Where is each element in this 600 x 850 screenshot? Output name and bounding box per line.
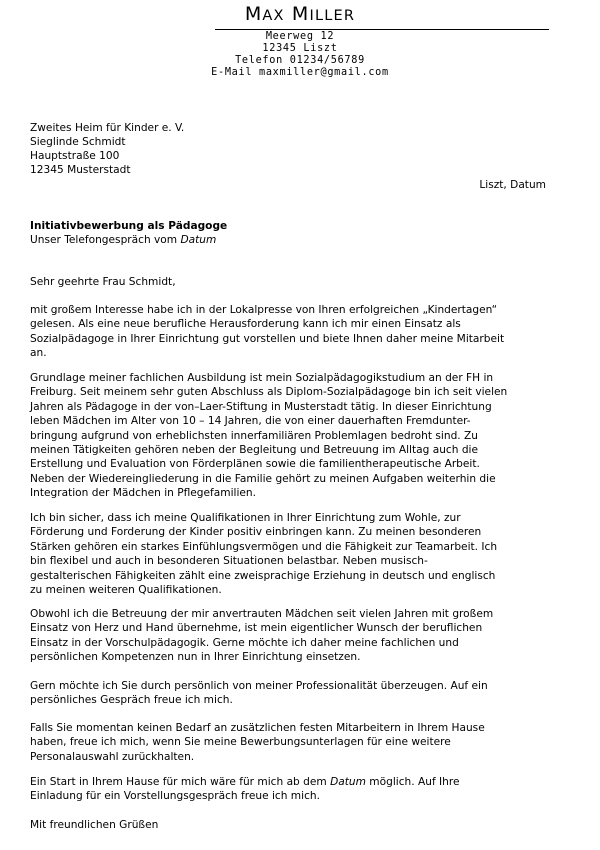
paragraph-line: Personalauswahl zurückhalten. — [30, 750, 195, 763]
body-paragraph-retention — [30, 721, 555, 764]
place-date: Liszt, Datum — [479, 179, 546, 191]
paragraph-line: Einsatz in der Vorschulpädagogik. Gerne möchte ich daher meine fachlichen und — [30, 636, 459, 649]
name-initial-last: M — [291, 3, 310, 25]
body-paragraph-intro — [30, 303, 555, 361]
paragraph-line: Neben der Wiedereingliederung in die Familie gehört zu meinen Aufgaben weiterhin die — [30, 472, 496, 485]
subject-date-placeholder: Datum — [180, 234, 217, 246]
paragraph-line: Freiburg. Seit meinem sehr guten Abschluss als Diplom-Sozialpädagoge bin ich seit vielen — [30, 386, 508, 399]
sender-name — [0, 3, 600, 25]
paragraph-line: Obwohl ich die Betreuung der mir anvertrauten Mädchen seit vielen Jahren mit großem — [30, 608, 494, 620]
header-rule — [215, 29, 549, 30]
paragraph-line: Grundlage meiner fachlichen Ausbildung ist mein Sozialpädagogikstudium an der FH in — [30, 372, 494, 384]
sender-city: 12345 Liszt — [262, 43, 338, 54]
paragraph-line: Sozialpädagoge in Ihrer Einrichtung gut vorstellen und biete Ihnen daher meine Mitarbeit — [30, 332, 505, 345]
closing: Mit freundlichen Grüßen — [30, 819, 159, 831]
paragraph-line: persönliches Gespräch freue ich mich. — [30, 694, 233, 707]
paragraph-line: meinen Tätigkeiten gehören neben der Begleitung und Betreuung im Alltag auch die — [30, 444, 479, 457]
paragraph-line: persönlichen Kompetenzen nun in Ihrer Einrichtung einsetzen. — [30, 651, 361, 664]
paragraph-line: Einladung für ein Vorstellungsgespräch freue ich mich. — [30, 790, 320, 803]
paragraph-line: haben, freue ich mich, wenn Sie meine Bewerbungsunterlagen für eine weitere — [30, 736, 451, 749]
body-paragraph-education — [30, 371, 555, 501]
paragraph-line: Einsatz von Herz und Hand übernehme, ist mein eigentlicher Wunsch der beruflichen — [30, 622, 483, 635]
name-rest-last: ILLER — [309, 8, 356, 24]
paragraph-line: gestalterischen Fähigkeiten zählt eine zweisprachige Erziehung in deutsch und englisch — [30, 569, 496, 582]
sender-street: Meerweg 12 — [265, 31, 335, 42]
name-rest-first: AX — [262, 8, 285, 24]
subject-title: Initiativbewerbung als Pädagoge — [30, 220, 228, 232]
sender-email: E-Mail maxmiller@gmail.com — [211, 67, 389, 78]
paragraph-line: Integration der Mädchen in Pflegefamilien. — [30, 487, 257, 500]
paragraph-line: Stärken gehören ein starkes Einfühlungsvermögen und die Fähigkeit zur Teamarbeit. Ich — [30, 540, 498, 553]
body-paragraph-motivation — [30, 607, 555, 665]
paragraph-line: Erstellung und Evaluation von Förderplänen sowie die familientherapeutische Arbeit. — [30, 458, 480, 471]
sender-phone: Telefon 01234/56789 — [235, 55, 365, 66]
paragraph-line: Jahren als Pädagoge in der von–Laer-Stiftung in Musterstadt tätig. In dieser Einrichtung — [30, 400, 492, 413]
subject-reference: Unser Telefongespräch vom Datum — [30, 234, 217, 246]
recipient-street: Hauptstraße 100 — [30, 150, 120, 162]
paragraph-line: Falls Sie momentan keinen Bedarf an zusätzlichen festen Mitarbeitern in Ihrem Hause — [30, 722, 485, 734]
paragraph-line: bringung aufgrund von erheblichsten innerfamiliären Problemlagen bedroht sind. Zu — [30, 429, 479, 442]
paragraph-line: leben Mädchen im Alter von 10 – 14 Jahren, die von einer dauerhaften Fremdunter- — [30, 415, 471, 428]
paragraph-line: an. — [30, 347, 47, 360]
start-date-placeholder: Datum — [330, 776, 366, 788]
salutation: Sehr geehrte Frau Schmidt, — [30, 276, 176, 288]
body-paragraph-interview — [30, 679, 555, 708]
recipient-city: 12345 Musterstadt — [30, 164, 131, 176]
body-paragraph-qualifications — [30, 511, 555, 597]
recipient-organization: Zweites Heim für Kinder e. V. — [30, 122, 185, 134]
paragraph-line: Ein Start in Ihrem Hause für mich wäre für mich ab dem Datum möglich. Auf Ihre — [30, 776, 460, 788]
paragraph-line: zu meinen weiteren Qualifikationen. — [30, 584, 222, 597]
name-initial-first: M — [244, 3, 263, 25]
recipient-person: Sieglinde Schmidt — [30, 136, 126, 148]
paragraph-line: Ich bin sicher, dass ich meine Qualifikationen in Ihrer Einrichtung zum Wohle, zur — [30, 512, 461, 524]
paragraph-line: Förderung und Forderung der Kinder positiv einbringen kann. Zu meinen besonderen — [30, 526, 482, 539]
paragraph-line: bin flexibel und auch in besonderen Situationen belastbar. Neben musisch- — [30, 555, 428, 568]
paragraph-line: Gern möchte ich Sie durch persönlich von meiner Professionalität überzeugen. Auf ein — [30, 680, 488, 692]
body-paragraph-start-date — [30, 775, 555, 804]
paragraph-line: gelesen. Als eine neue berufliche Herausforderung kann ich mir einen Einsatz als — [30, 318, 461, 331]
paragraph-line: mit großem Interesse habe ich in der Lokalpresse von Ihren erfolgreichen „Kindertagen“ — [30, 304, 498, 316]
